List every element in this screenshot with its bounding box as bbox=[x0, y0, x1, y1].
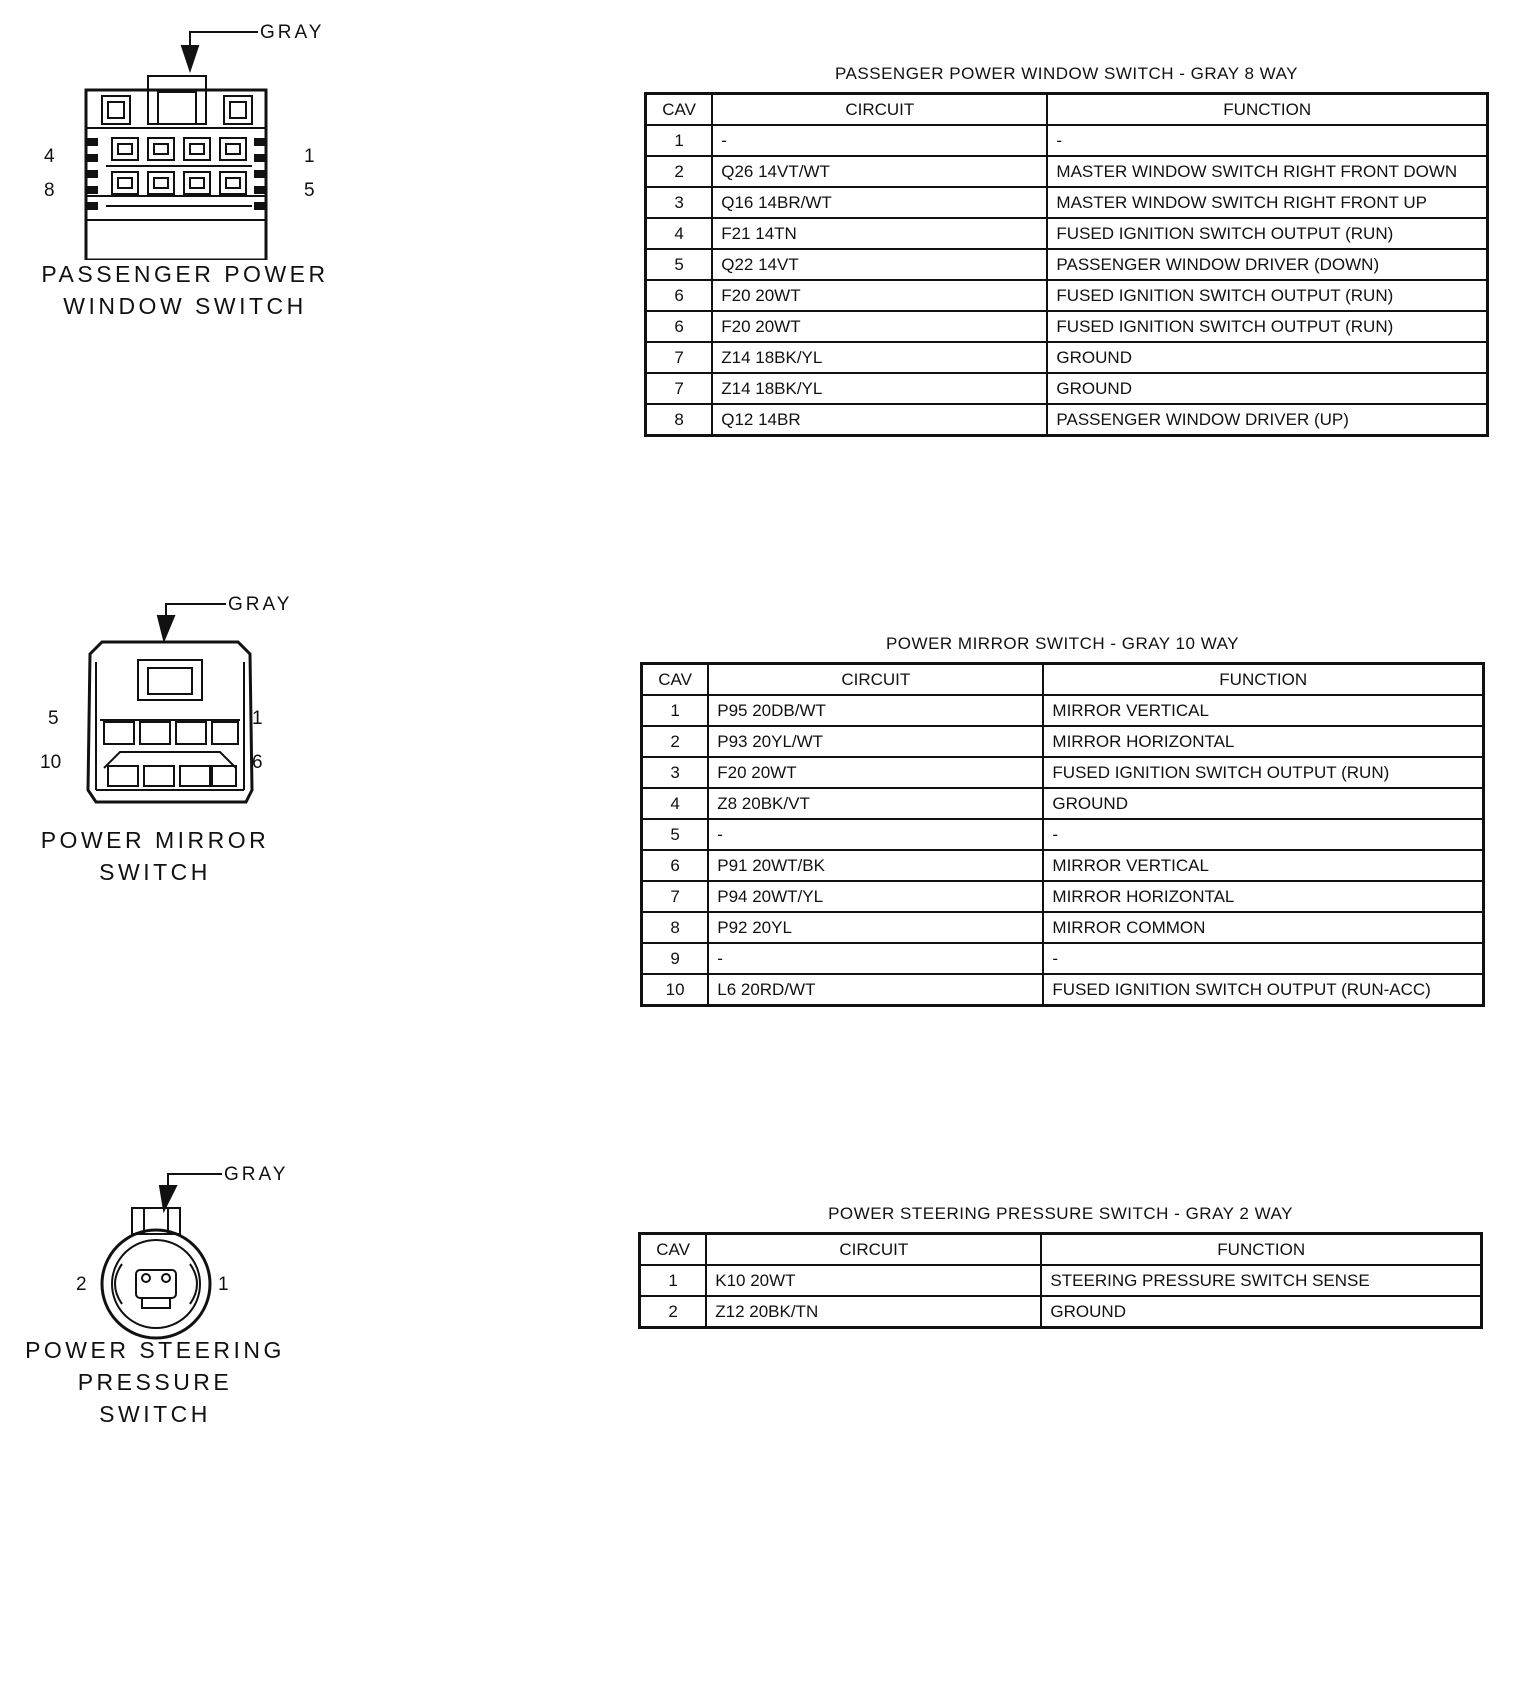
circuit-cell: - bbox=[708, 819, 1043, 850]
cav-cell: 2 bbox=[640, 1296, 707, 1328]
header-function: FUNCTION bbox=[1043, 664, 1483, 696]
connector-name bbox=[20, 824, 290, 888]
circuit-cell: Z12 20BK/TN bbox=[706, 1296, 1041, 1328]
function-cell: - bbox=[1043, 943, 1483, 974]
cav-cell: 7 bbox=[646, 342, 713, 373]
function-cell: MIRROR VERTICAL bbox=[1043, 695, 1483, 726]
pin-label-5: 5 bbox=[48, 708, 59, 729]
pin-label-2: 2 bbox=[76, 1274, 87, 1295]
cav-cell: 4 bbox=[646, 218, 713, 249]
circuit-cell: F20 20WT bbox=[712, 311, 1047, 342]
circuit-cell: Z14 18BK/YL bbox=[712, 342, 1047, 373]
circuit-cell: Q26 14VT/WT bbox=[712, 156, 1047, 187]
header-circuit: CIRCUIT bbox=[706, 1234, 1041, 1266]
circuit-cell: Z14 18BK/YL bbox=[712, 373, 1047, 404]
circuit-cell: Q12 14BR bbox=[712, 404, 1047, 436]
circuit-cell: F20 20WT bbox=[712, 280, 1047, 311]
header-circuit: CIRCUIT bbox=[712, 94, 1047, 126]
passenger-window-connector-drawing bbox=[40, 20, 340, 260]
cav-cell: 6 bbox=[646, 280, 713, 311]
table-title: POWER STEERING PRESSURE SWITCH - GRAY 2 WAY bbox=[828, 1204, 1293, 1223]
table-row bbox=[646, 125, 1488, 156]
table-row bbox=[642, 943, 1484, 974]
pin-label-5: 5 bbox=[304, 180, 315, 201]
connector-name-line1: PASSENGER POWER bbox=[41, 261, 329, 287]
table-row bbox=[646, 249, 1488, 280]
table-row bbox=[642, 819, 1484, 850]
function-cell: - bbox=[1047, 125, 1487, 156]
function-cell: MIRROR VERTICAL bbox=[1043, 850, 1483, 881]
cav-cell: 10 bbox=[642, 974, 709, 1006]
function-cell: FUSED IGNITION SWITCH OUTPUT (RUN) bbox=[1043, 757, 1483, 788]
connector-name-line2: PRESSURE SWITCH bbox=[77, 1369, 233, 1427]
function-cell: PASSENGER WINDOW DRIVER (UP) bbox=[1047, 404, 1487, 436]
cav-cell: 2 bbox=[642, 726, 709, 757]
function-cell: GROUND bbox=[1047, 373, 1487, 404]
table-row bbox=[646, 373, 1488, 404]
connector-name bbox=[20, 1334, 290, 1430]
function-cell: STEERING PRESSURE SWITCH SENSE bbox=[1041, 1265, 1481, 1296]
function-cell: GROUND bbox=[1047, 342, 1487, 373]
connector-color-label: GRAY bbox=[260, 22, 325, 43]
cav-cell: 9 bbox=[642, 943, 709, 974]
pin-label-1: 1 bbox=[252, 708, 263, 729]
pin-label-1: 1 bbox=[218, 1274, 229, 1295]
table-row bbox=[642, 757, 1484, 788]
function-cell: FUSED IGNITION SWITCH OUTPUT (RUN) bbox=[1047, 311, 1487, 342]
power-mirror-switch-section bbox=[0, 570, 1536, 1090]
function-cell: MIRROR HORIZONTAL bbox=[1043, 726, 1483, 757]
table-header-row bbox=[646, 94, 1488, 126]
connector-name-line1: POWER MIRROR bbox=[40, 827, 270, 853]
function-cell: MASTER WINDOW SWITCH RIGHT FRONT DOWN bbox=[1047, 156, 1487, 187]
circuit-cell: K10 20WT bbox=[706, 1265, 1041, 1296]
circuit-cell: F21 14TN bbox=[712, 218, 1047, 249]
power-steering-switch-section bbox=[0, 1140, 1536, 1440]
power-mirror-connector-drawing bbox=[40, 590, 300, 820]
table-row bbox=[642, 974, 1484, 1006]
circuit-cell: - bbox=[712, 125, 1047, 156]
header-cav: CAV bbox=[640, 1234, 707, 1266]
table-row bbox=[646, 187, 1488, 218]
table-title: POWER MIRROR SWITCH - GRAY 10 WAY bbox=[885, 634, 1240, 653]
header-function: FUNCTION bbox=[1047, 94, 1487, 126]
table-body bbox=[646, 125, 1488, 436]
cav-cell: 8 bbox=[642, 912, 709, 943]
table-body bbox=[642, 695, 1484, 1006]
circuit-cell: P95 20DB/WT bbox=[708, 695, 1043, 726]
connector-name-line1: POWER STEERING bbox=[25, 1337, 285, 1363]
table-row bbox=[640, 1296, 1482, 1328]
table-row bbox=[646, 156, 1488, 187]
header-circuit: CIRCUIT bbox=[708, 664, 1043, 696]
function-cell: MIRROR HORIZONTAL bbox=[1043, 881, 1483, 912]
connector-color-label: GRAY bbox=[224, 1164, 289, 1185]
cav-cell: 3 bbox=[642, 757, 709, 788]
connector-color-label: GRAY bbox=[228, 594, 293, 615]
power-mirror-pin-table bbox=[640, 662, 1485, 1007]
circuit-cell: Q22 14VT bbox=[712, 249, 1047, 280]
table-row bbox=[646, 342, 1488, 373]
cav-cell: 4 bbox=[642, 788, 709, 819]
table-row bbox=[642, 881, 1484, 912]
cav-cell: 1 bbox=[646, 125, 713, 156]
cav-cell: 7 bbox=[646, 373, 713, 404]
function-cell: FUSED IGNITION SWITCH OUTPUT (RUN) bbox=[1047, 280, 1487, 311]
table-row bbox=[642, 850, 1484, 881]
power-steering-pin-table bbox=[638, 1232, 1483, 1329]
table-row bbox=[646, 311, 1488, 342]
circuit-cell: - bbox=[708, 943, 1043, 974]
cav-cell: 1 bbox=[640, 1265, 707, 1296]
table-row bbox=[642, 912, 1484, 943]
power-steering-connector-drawing bbox=[60, 1160, 280, 1340]
cav-cell: 6 bbox=[642, 850, 709, 881]
cav-cell: 5 bbox=[642, 819, 709, 850]
table-row bbox=[646, 404, 1488, 436]
table-body bbox=[640, 1265, 1482, 1328]
pin-label-10: 10 bbox=[40, 752, 62, 773]
table-header-row bbox=[642, 664, 1484, 696]
pin-label-4: 4 bbox=[44, 146, 55, 167]
cav-cell: 2 bbox=[646, 156, 713, 187]
table-header-row bbox=[640, 1234, 1482, 1266]
table-row bbox=[642, 788, 1484, 819]
function-cell: GROUND bbox=[1043, 788, 1483, 819]
circuit-cell: Q16 14BR/WT bbox=[712, 187, 1047, 218]
function-cell: FUSED IGNITION SWITCH OUTPUT (RUN-ACC) bbox=[1043, 974, 1483, 1006]
circuit-cell: F20 20WT bbox=[708, 757, 1043, 788]
passenger-window-pin-table bbox=[644, 92, 1489, 437]
circuit-cell: P91 20WT/BK bbox=[708, 850, 1043, 881]
table-row bbox=[642, 726, 1484, 757]
cav-cell: 5 bbox=[646, 249, 713, 280]
header-function: FUNCTION bbox=[1041, 1234, 1481, 1266]
cav-cell: 7 bbox=[642, 881, 709, 912]
cav-cell: 3 bbox=[646, 187, 713, 218]
cav-cell: 6 bbox=[646, 311, 713, 342]
circuit-cell: P93 20YL/WT bbox=[708, 726, 1043, 757]
table-row bbox=[646, 218, 1488, 249]
connector-name-line2: WINDOW SWITCH bbox=[63, 293, 307, 319]
function-cell: MIRROR COMMON bbox=[1043, 912, 1483, 943]
header-cav: CAV bbox=[646, 94, 713, 126]
table-row bbox=[646, 280, 1488, 311]
circuit-cell: P92 20YL bbox=[708, 912, 1043, 943]
header-cav: CAV bbox=[642, 664, 709, 696]
pin-label-6: 6 bbox=[252, 752, 263, 773]
circuit-cell: L6 20RD/WT bbox=[708, 974, 1043, 1006]
function-cell: MASTER WINDOW SWITCH RIGHT FRONT UP bbox=[1047, 187, 1487, 218]
circuit-cell: Z8 20BK/VT bbox=[708, 788, 1043, 819]
passenger-window-switch-section bbox=[0, 0, 1536, 520]
circuit-cell: P94 20WT/YL bbox=[708, 881, 1043, 912]
function-cell: PASSENGER WINDOW DRIVER (DOWN) bbox=[1047, 249, 1487, 280]
table-row bbox=[642, 695, 1484, 726]
function-cell: - bbox=[1043, 819, 1483, 850]
function-cell: GROUND bbox=[1041, 1296, 1481, 1328]
pin-label-1: 1 bbox=[304, 146, 315, 167]
table-title: PASSENGER POWER WINDOW SWITCH - GRAY 8 WAY bbox=[834, 64, 1299, 83]
table-row bbox=[640, 1265, 1482, 1296]
cav-cell: 8 bbox=[646, 404, 713, 436]
function-cell: FUSED IGNITION SWITCH OUTPUT (RUN) bbox=[1047, 218, 1487, 249]
cav-cell: 1 bbox=[642, 695, 709, 726]
pin-label-8: 8 bbox=[44, 180, 55, 201]
connector-name bbox=[40, 258, 330, 322]
connector-name-line2: SWITCH bbox=[99, 859, 211, 885]
